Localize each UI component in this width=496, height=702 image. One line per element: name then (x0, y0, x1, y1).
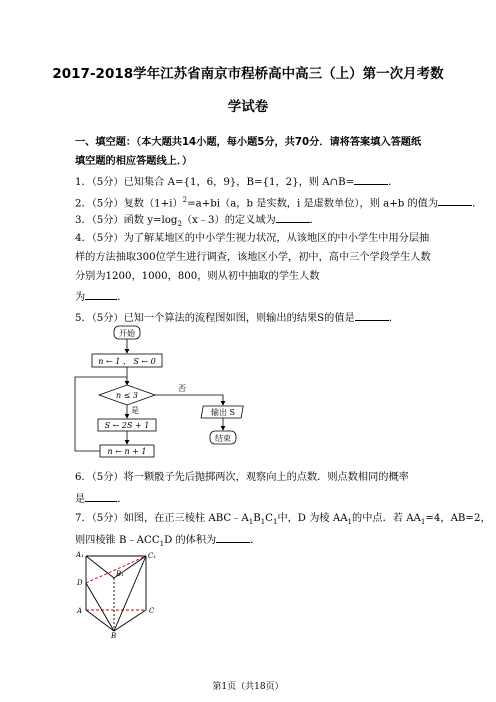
answer-blank (85, 491, 117, 502)
q5-period: ． (388, 313, 399, 324)
sub: 1 (420, 518, 426, 527)
q2-period: ． (472, 198, 483, 210)
q2-text-a: 2．（5分）复数（1+i） (75, 198, 183, 210)
q7-text-c: C (265, 513, 273, 524)
label-A1: A₁ (76, 551, 84, 559)
section-header: 一、填空题：（本大题共14小题，每小题5分，共70分．请将答案填入答题纸 (75, 137, 422, 148)
question-4-line3: 分别为1200，1000，800，则从初中抽取的学生人数 (75, 271, 320, 282)
q3-period: ． (309, 215, 320, 226)
sub: 1 (260, 518, 266, 527)
label-B1: B₁ (116, 570, 124, 578)
q4-text-d: 为 (75, 292, 86, 303)
flow-init-label: n ← 1 ， S ← 0 (98, 357, 156, 366)
q7-text-d: 中，D 为棱 AA (277, 513, 348, 524)
sub: 1 (272, 518, 278, 527)
question-3 (75, 212, 320, 231)
q3-text-a: 3．（5分）函数 y=log (75, 215, 178, 226)
flow-output-label: 输出 S (210, 408, 236, 417)
q7-text-a: 7．（5分）如图，在正三棱柱 ABC﹣A (75, 513, 249, 524)
flow-update-s-label: S ← 2S + 1 (104, 421, 150, 430)
q6-period: ． (117, 494, 128, 505)
page-footer: 第1页（共18页） (212, 682, 284, 692)
question-4-line2: 样的方法抽取300位学生进行调查，该地区小学，初中，高中三个学段学生人数 (75, 252, 431, 263)
answer-blank (216, 532, 250, 543)
label-C1: C₁ (148, 552, 157, 560)
question-6-line1: 6．（5分）将一颗骰子先后抛掷两次，观察向上的点数．则点数相同的概率 (75, 472, 409, 483)
label-C: C (149, 607, 155, 615)
flow-decision-label: n ≤ 3 (115, 391, 139, 400)
label-B: B (111, 632, 117, 638)
page-title: 2017-2018学年江苏省南京市程桥高中高三（上）第一次月考数 (52, 66, 444, 82)
sub: 1 (159, 540, 165, 549)
q1-period: ． (388, 177, 399, 188)
q1-text: 1．（5分）已知集合 A={1，6，9}，B={1，2}，则 A∩B= (75, 177, 355, 188)
question-4-line4 (75, 289, 127, 305)
answer-blank (354, 174, 388, 185)
q7-text-g: 则四棱锥 B﹣ACC (75, 535, 160, 546)
flow-start-label: 开始 (119, 329, 135, 338)
q7-text-f: =4，AB=2， (425, 513, 491, 524)
sub: 1 (347, 518, 353, 527)
answer-blank (355, 310, 389, 321)
answer-blank (276, 212, 310, 223)
section-header-cont: 填空题的相应答题线上．） (75, 156, 193, 167)
q5-text: 5．（5分）已知一个算法的流程图如图，则输出的结果S的值是 (75, 313, 355, 324)
q7-text-b: B (253, 513, 261, 524)
page-title-cont: 学试卷 (227, 99, 269, 115)
sub: 1 (248, 518, 254, 527)
label-D: D (77, 579, 83, 587)
answer-blank (85, 289, 117, 300)
q2-sup: 2 (182, 196, 188, 204)
q4-period: ． (117, 292, 128, 303)
prism-figure (74, 548, 164, 638)
question-1 (75, 174, 398, 190)
flow-end-label: 结束 (215, 434, 231, 443)
q7-text-h: D 的体积为 (164, 535, 217, 546)
flowchart (70, 322, 260, 467)
flow-yes-label: 是 (131, 406, 139, 415)
q3-sub: 2 (177, 220, 182, 229)
label-A: A (77, 607, 83, 615)
q6-text-b: 是 (75, 494, 86, 505)
question-7-line1 (75, 512, 491, 529)
flow-no-label: 否 (178, 384, 186, 393)
answer-blank (438, 195, 472, 206)
question-4-line1: 4．（5分）为了解某地区的中小学生视力状况，从该地区的中小学生中用分层抽 (75, 233, 430, 244)
q3-text-b: （x﹣3）的定义域为 (181, 215, 276, 226)
flow-update-n-label: n ← n + 1 (107, 447, 147, 456)
question-6-line2 (75, 491, 127, 507)
q7-text-e: 的中点．若 AA (352, 513, 421, 524)
q7-period: ． (250, 535, 261, 546)
question-2 (75, 193, 482, 211)
q2-text-b: =a+bi（a，b 是实数，i 是虚数单位），则 a+b 的值为 (187, 198, 439, 210)
